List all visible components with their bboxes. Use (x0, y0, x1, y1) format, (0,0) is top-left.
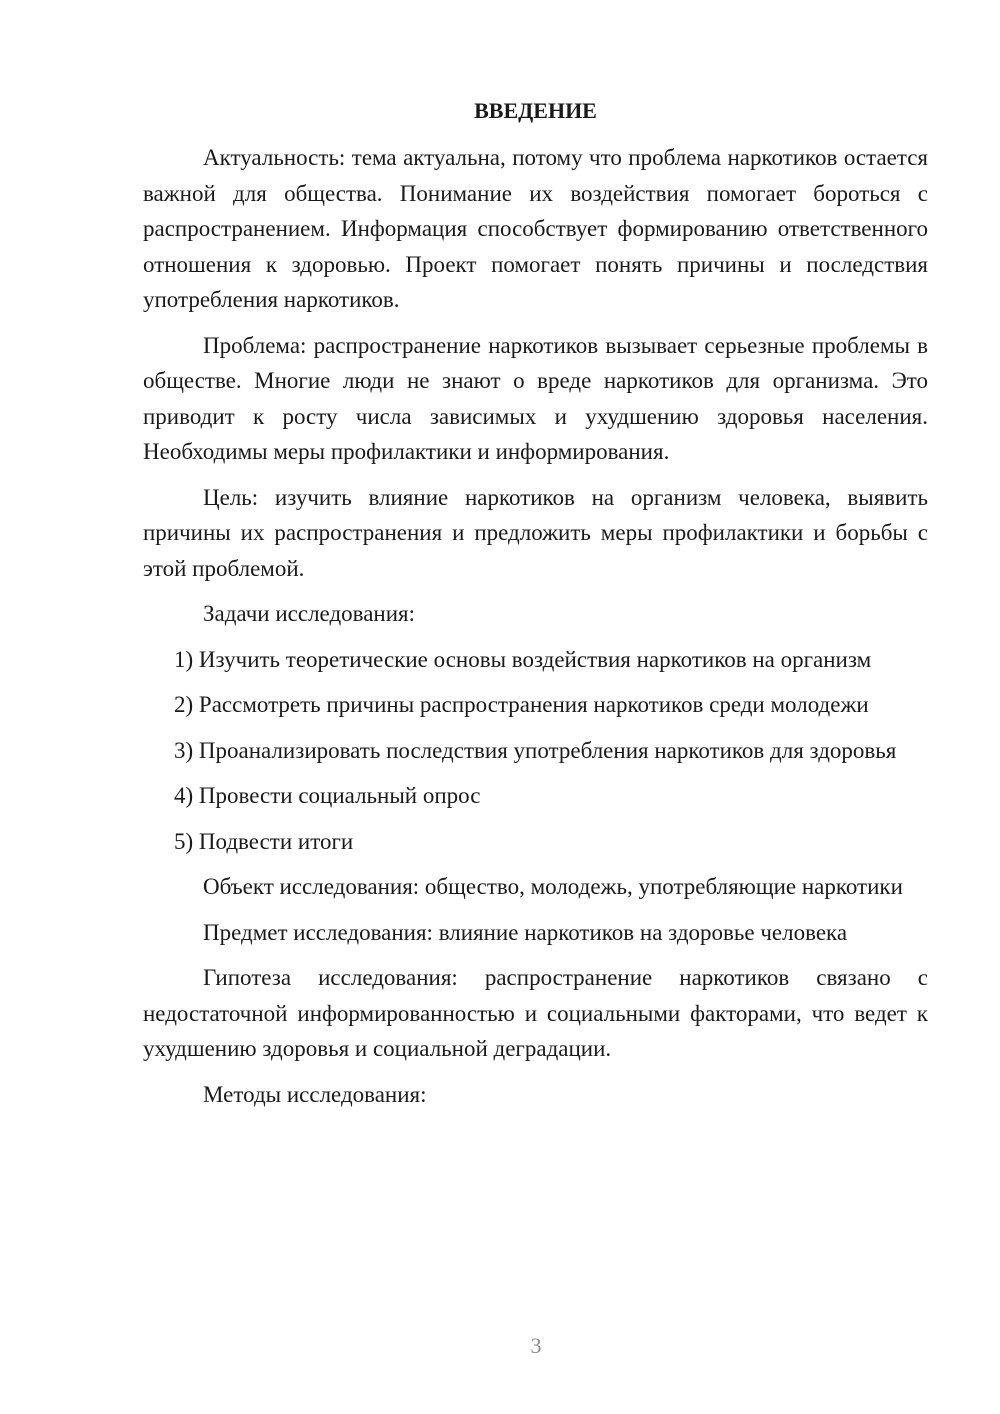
paragraph-goal: Цель: изучить влияние наркотиков на организм человека, выявить причины их распространения и предложить меры профилактики и борьбы с этой проблемой. (143, 484, 928, 581)
paragraph-hypothesis: Гипотеза исследования: распространение наркотиков связано с недостаточной информированностью и социальными факторами, что ведет к ухудшению здоровья и социальной деградации. (143, 965, 928, 1061)
tasks-heading: Задачи исследования: (203, 601, 416, 626)
page-content (143, 96, 928, 1122)
task-item-3: 3) Проанализировать последствия употребления наркотиков для здоровья (174, 737, 897, 763)
page-title: ВВЕДЕНИЕ (474, 98, 597, 123)
paragraph-methods: Методы исследования: (203, 1081, 427, 1107)
paragraph-subject: Предмет исследования: влияние наркотиков на здоровье человека (203, 919, 848, 945)
task-item-5: 5) Подвести итоги (174, 828, 354, 854)
paragraph-relevance: Актуальность: тема актуальна, потому что проблема наркотиков остается важной для общества. Понимание их воздействия помогает бороться с распространением. Информация способствует формированию ответственного отношения к здоровью. Проект помогает понять причины и последствия употребления наркотиков. (143, 145, 928, 312)
task-item-1: 1) Изучить теоретические основы воздействия наркотиков на организм (174, 646, 872, 672)
task-item-2: 2) Рассмотреть причины распространения наркотиков среди молодежи (174, 692, 869, 717)
paragraph-object: Объект исследования: общество, молодежь, употребляющие наркотики (203, 874, 903, 899)
page-number: 3 (530, 1333, 542, 1358)
paragraph-problem: Проблема: распространение наркотиков вызывает серьезные проблемы в обществе. Многие люди не знают о вреде наркотиков для организма. Это приводит к росту числа зависимых и ухудшению здоровья населения. Необходимы меры профилактики и информирования. (143, 332, 928, 464)
task-item-4: 4) Провести социальный опрос (174, 783, 481, 808)
